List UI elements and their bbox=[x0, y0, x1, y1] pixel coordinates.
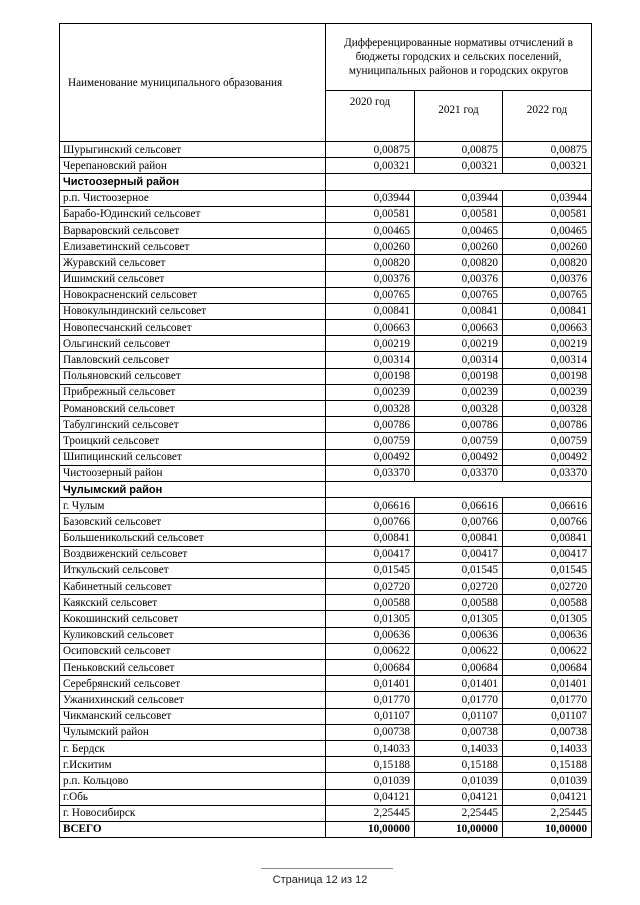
value-2021: 0,00684 bbox=[415, 660, 503, 676]
row-name: ВСЕГО bbox=[60, 821, 326, 837]
value-2022: 0,00841 bbox=[503, 530, 592, 546]
row-name: Каякский сельсовет bbox=[60, 595, 326, 611]
value-2022: 10,00000 bbox=[503, 821, 592, 837]
table-row bbox=[60, 498, 592, 514]
value-2022: 0,00492 bbox=[503, 449, 592, 465]
value-2021: 0,00663 bbox=[415, 320, 503, 336]
value-2021: 0,03370 bbox=[415, 465, 503, 481]
value-2022: 0,03370 bbox=[503, 465, 592, 481]
row-name: Иткульский сельсовет bbox=[60, 562, 326, 578]
value-2021: 0,01401 bbox=[415, 676, 503, 692]
row-name: Барабо-Юдинский сельсовет bbox=[60, 206, 326, 222]
value-2022: 0,00765 bbox=[503, 287, 592, 303]
value-2022: 0,01039 bbox=[503, 773, 592, 789]
table-row bbox=[60, 805, 592, 821]
value-2021: 0,00239 bbox=[415, 384, 503, 400]
value-2020: 0,00766 bbox=[326, 514, 415, 530]
value-2021: 0,00738 bbox=[415, 724, 503, 740]
value-2020: 0,00581 bbox=[326, 206, 415, 222]
table-row bbox=[60, 579, 592, 595]
table-row bbox=[60, 660, 592, 676]
table-row bbox=[60, 255, 592, 271]
value-2021: 0,00219 bbox=[415, 336, 503, 352]
value-2021: 0,00820 bbox=[415, 255, 503, 271]
value-2022: 0,01770 bbox=[503, 692, 592, 708]
table-row bbox=[60, 692, 592, 708]
row-name: Табулгинский сельсовет bbox=[60, 417, 326, 433]
value-2021: 0,00328 bbox=[415, 401, 503, 417]
header-year-2021: 2021 год bbox=[415, 91, 503, 142]
value-2022: 0,00841 bbox=[503, 303, 592, 319]
value-2020: 2,25445 bbox=[326, 805, 415, 821]
row-name: Новокулындинский сельсовет bbox=[60, 303, 326, 319]
table-row bbox=[60, 773, 592, 789]
value-2020: 0,00841 bbox=[326, 530, 415, 546]
footer-divider bbox=[261, 868, 393, 869]
table-row bbox=[60, 271, 592, 287]
header-year-2020: 2020 год bbox=[326, 91, 415, 142]
row-name: Серебрянский сельсовет bbox=[60, 676, 326, 692]
value-2020: 0,00198 bbox=[326, 368, 415, 384]
value-2021: 0,04121 bbox=[415, 789, 503, 805]
value-2021: 0,00622 bbox=[415, 643, 503, 659]
row-name: Чистоозерный район bbox=[60, 174, 326, 190]
value-2022: 0,00875 bbox=[503, 142, 592, 158]
row-name: Новопесчанский сельсовет bbox=[60, 320, 326, 336]
value-2020: 0,01107 bbox=[326, 708, 415, 724]
row-name: Прибрежный сельсовет bbox=[60, 384, 326, 400]
value-2022: 2,25445 bbox=[503, 805, 592, 821]
value-2022: 0,00636 bbox=[503, 627, 592, 643]
value-2021: 0,01545 bbox=[415, 562, 503, 578]
row-name: Шипицинский сельсовет bbox=[60, 449, 326, 465]
value-2021: 0,00198 bbox=[415, 368, 503, 384]
table-row bbox=[60, 627, 592, 643]
value-2022: 0,00786 bbox=[503, 417, 592, 433]
value-2020: 0,00875 bbox=[326, 142, 415, 158]
table-row bbox=[60, 530, 592, 546]
value-2021: 0,00260 bbox=[415, 239, 503, 255]
table-row bbox=[60, 320, 592, 336]
table-row bbox=[60, 465, 592, 481]
row-name: Елизаветинский сельсовет bbox=[60, 239, 326, 255]
row-name: Польяновский сельсовет bbox=[60, 368, 326, 384]
value-2021: 0,00786 bbox=[415, 417, 503, 433]
value-2020: 0,00759 bbox=[326, 433, 415, 449]
value-2020: 0,00465 bbox=[326, 222, 415, 238]
value-2021: 0,00492 bbox=[415, 449, 503, 465]
row-name: г. Бердск bbox=[60, 740, 326, 756]
value-2021: 0,06616 bbox=[415, 498, 503, 514]
row-name: Базовский сельсовет bbox=[60, 514, 326, 530]
value-2020: 0,00328 bbox=[326, 401, 415, 417]
value-2021: 0,00314 bbox=[415, 352, 503, 368]
header-year-2022: 2022 год bbox=[503, 91, 592, 142]
value-2020: 0,14033 bbox=[326, 740, 415, 756]
table-row bbox=[60, 546, 592, 562]
table-row bbox=[60, 303, 592, 319]
table-row bbox=[60, 433, 592, 449]
value-2020: 0,04121 bbox=[326, 789, 415, 805]
table-row bbox=[60, 190, 592, 206]
value-2022: 0,01545 bbox=[503, 562, 592, 578]
value-2021: 0,01039 bbox=[415, 773, 503, 789]
table-row bbox=[60, 287, 592, 303]
value-2022: 0,00198 bbox=[503, 368, 592, 384]
value-2022: 0,14033 bbox=[503, 740, 592, 756]
value-2021: 0,00841 bbox=[415, 530, 503, 546]
table-row bbox=[60, 222, 592, 238]
table-row bbox=[60, 142, 592, 158]
row-name: Чистоозерный район bbox=[60, 465, 326, 481]
table-row bbox=[60, 757, 592, 773]
value-2020: 0,00684 bbox=[326, 660, 415, 676]
header-norms-group: Дифференцированные нормативы отчислений в бюджеты городских и сельских поселений, муниципальных районов и городских округов bbox=[326, 24, 592, 91]
table-row bbox=[60, 352, 592, 368]
row-name: Ольгинский сельсовет bbox=[60, 336, 326, 352]
row-name: Черепановский район bbox=[60, 158, 326, 174]
table-row bbox=[60, 724, 592, 740]
section-empty-cell bbox=[326, 481, 592, 497]
table-row bbox=[60, 368, 592, 384]
row-name: Чулымский район bbox=[60, 481, 326, 497]
table-row bbox=[60, 449, 592, 465]
header-name-column: Наименование муниципального образования bbox=[60, 24, 326, 142]
value-2021: 0,00376 bbox=[415, 271, 503, 287]
value-2020: 0,03944 bbox=[326, 190, 415, 206]
value-2021: 0,15188 bbox=[415, 757, 503, 773]
value-2022: 0,03944 bbox=[503, 190, 592, 206]
value-2022: 0,02720 bbox=[503, 579, 592, 595]
value-2021: 0,14033 bbox=[415, 740, 503, 756]
value-2020: 0,03370 bbox=[326, 465, 415, 481]
value-2022: 0,00759 bbox=[503, 433, 592, 449]
value-2020: 0,15188 bbox=[326, 757, 415, 773]
row-name: г.Обь bbox=[60, 789, 326, 805]
value-2020: 0,01545 bbox=[326, 562, 415, 578]
value-2021: 0,00765 bbox=[415, 287, 503, 303]
row-name: Кокошинский сельсовет bbox=[60, 611, 326, 627]
value-2020: 0,01305 bbox=[326, 611, 415, 627]
row-name: Большеникольский сельсовет bbox=[60, 530, 326, 546]
row-name: Куликовский сельсовет bbox=[60, 627, 326, 643]
row-name: р.п. Кольцово bbox=[60, 773, 326, 789]
value-2021: 0,00841 bbox=[415, 303, 503, 319]
value-2021: 0,02720 bbox=[415, 579, 503, 595]
value-2022: 0,01107 bbox=[503, 708, 592, 724]
value-2022: 0,01305 bbox=[503, 611, 592, 627]
value-2022: 0,00766 bbox=[503, 514, 592, 530]
value-2020: 0,00492 bbox=[326, 449, 415, 465]
table-row bbox=[60, 401, 592, 417]
value-2020: 0,00738 bbox=[326, 724, 415, 740]
section-row bbox=[60, 481, 592, 497]
value-2022: 0,00417 bbox=[503, 546, 592, 562]
row-name: Чулымский район bbox=[60, 724, 326, 740]
value-2022: 0,00328 bbox=[503, 401, 592, 417]
value-2022: 0,00239 bbox=[503, 384, 592, 400]
value-2020: 0,01770 bbox=[326, 692, 415, 708]
value-2020: 0,06616 bbox=[326, 498, 415, 514]
value-2020: 0,00239 bbox=[326, 384, 415, 400]
value-2022: 0,04121 bbox=[503, 789, 592, 805]
value-2021: 0,00759 bbox=[415, 433, 503, 449]
value-2020: 0,00820 bbox=[326, 255, 415, 271]
value-2022: 0,06616 bbox=[503, 498, 592, 514]
value-2020: 10,00000 bbox=[326, 821, 415, 837]
table-row bbox=[60, 417, 592, 433]
table-row bbox=[60, 384, 592, 400]
row-name: Журавский сельсовет bbox=[60, 255, 326, 271]
section-empty-cell bbox=[326, 174, 592, 190]
table-row bbox=[60, 562, 592, 578]
table-row bbox=[60, 206, 592, 222]
value-2021: 0,00636 bbox=[415, 627, 503, 643]
table-row bbox=[60, 514, 592, 530]
row-name: г. Чулым bbox=[60, 498, 326, 514]
value-2020: 0,00260 bbox=[326, 239, 415, 255]
table-row bbox=[60, 158, 592, 174]
value-2021: 0,01305 bbox=[415, 611, 503, 627]
value-2021: 0,00581 bbox=[415, 206, 503, 222]
value-2021: 0,00875 bbox=[415, 142, 503, 158]
value-2021: 0,00321 bbox=[415, 158, 503, 174]
row-name: Варваровский сельсовет bbox=[60, 222, 326, 238]
section-row bbox=[60, 174, 592, 190]
row-name: Кабинетный сельсовет bbox=[60, 579, 326, 595]
value-2022: 0,00663 bbox=[503, 320, 592, 336]
table-body bbox=[60, 142, 592, 838]
norms-table bbox=[59, 23, 592, 838]
value-2022: 0,00581 bbox=[503, 206, 592, 222]
value-2021: 0,03944 bbox=[415, 190, 503, 206]
row-name: Чикманский сельсовет bbox=[60, 708, 326, 724]
value-2021: 0,00588 bbox=[415, 595, 503, 611]
value-2022: 0,00465 bbox=[503, 222, 592, 238]
value-2022: 0,00376 bbox=[503, 271, 592, 287]
row-name: Ишимский сельсовет bbox=[60, 271, 326, 287]
value-2021: 0,01107 bbox=[415, 708, 503, 724]
row-name: Пеньковский сельсовет bbox=[60, 660, 326, 676]
table-row bbox=[60, 643, 592, 659]
value-2021: 0,00766 bbox=[415, 514, 503, 530]
row-name: Романовский сельсовет bbox=[60, 401, 326, 417]
value-2020: 0,00314 bbox=[326, 352, 415, 368]
value-2020: 0,00636 bbox=[326, 627, 415, 643]
total-row bbox=[60, 821, 592, 837]
value-2022: 0,00260 bbox=[503, 239, 592, 255]
row-name: Новокрасненский сельсовет bbox=[60, 287, 326, 303]
table-row bbox=[60, 740, 592, 756]
row-name: Осиповский сельсовет bbox=[60, 643, 326, 659]
value-2022: 0,00738 bbox=[503, 724, 592, 740]
value-2022: 0,15188 bbox=[503, 757, 592, 773]
value-2020: 0,00663 bbox=[326, 320, 415, 336]
value-2020: 0,01039 bbox=[326, 773, 415, 789]
value-2020: 0,00376 bbox=[326, 271, 415, 287]
row-name: г. Новосибирск bbox=[60, 805, 326, 821]
value-2020: 0,00841 bbox=[326, 303, 415, 319]
value-2022: 0,00219 bbox=[503, 336, 592, 352]
value-2020: 0,01401 bbox=[326, 676, 415, 692]
value-2022: 0,01401 bbox=[503, 676, 592, 692]
table-row bbox=[60, 336, 592, 352]
table-row bbox=[60, 708, 592, 724]
row-name: Шурыгинский сельсовет bbox=[60, 142, 326, 158]
value-2020: 0,00321 bbox=[326, 158, 415, 174]
value-2020: 0,02720 bbox=[326, 579, 415, 595]
row-name: р.п. Чистоозерное bbox=[60, 190, 326, 206]
row-name: Воздвиженский сельсовет bbox=[60, 546, 326, 562]
value-2022: 0,00622 bbox=[503, 643, 592, 659]
value-2022: 0,00684 bbox=[503, 660, 592, 676]
table-row bbox=[60, 595, 592, 611]
value-2020: 0,00786 bbox=[326, 417, 415, 433]
value-2022: 0,00820 bbox=[503, 255, 592, 271]
value-2022: 0,00588 bbox=[503, 595, 592, 611]
row-name: г.Искитим bbox=[60, 757, 326, 773]
row-name: Троицкий сельсовет bbox=[60, 433, 326, 449]
table-row bbox=[60, 676, 592, 692]
table-row bbox=[60, 789, 592, 805]
table-row bbox=[60, 611, 592, 627]
value-2021: 0,00465 bbox=[415, 222, 503, 238]
row-name: Павловский сельсовет bbox=[60, 352, 326, 368]
value-2021: 0,01770 bbox=[415, 692, 503, 708]
page-number: Страница 12 из 12 bbox=[272, 874, 368, 886]
row-name: Ужанихинский сельсовет bbox=[60, 692, 326, 708]
value-2022: 0,00321 bbox=[503, 158, 592, 174]
value-2020: 0,00765 bbox=[326, 287, 415, 303]
value-2020: 0,00417 bbox=[326, 546, 415, 562]
value-2021: 2,25445 bbox=[415, 805, 503, 821]
table-row bbox=[60, 239, 592, 255]
value-2020: 0,00219 bbox=[326, 336, 415, 352]
value-2021: 0,00417 bbox=[415, 546, 503, 562]
value-2021: 10,00000 bbox=[415, 821, 503, 837]
value-2022: 0,00314 bbox=[503, 352, 592, 368]
value-2020: 0,00588 bbox=[326, 595, 415, 611]
value-2020: 0,00622 bbox=[326, 643, 415, 659]
